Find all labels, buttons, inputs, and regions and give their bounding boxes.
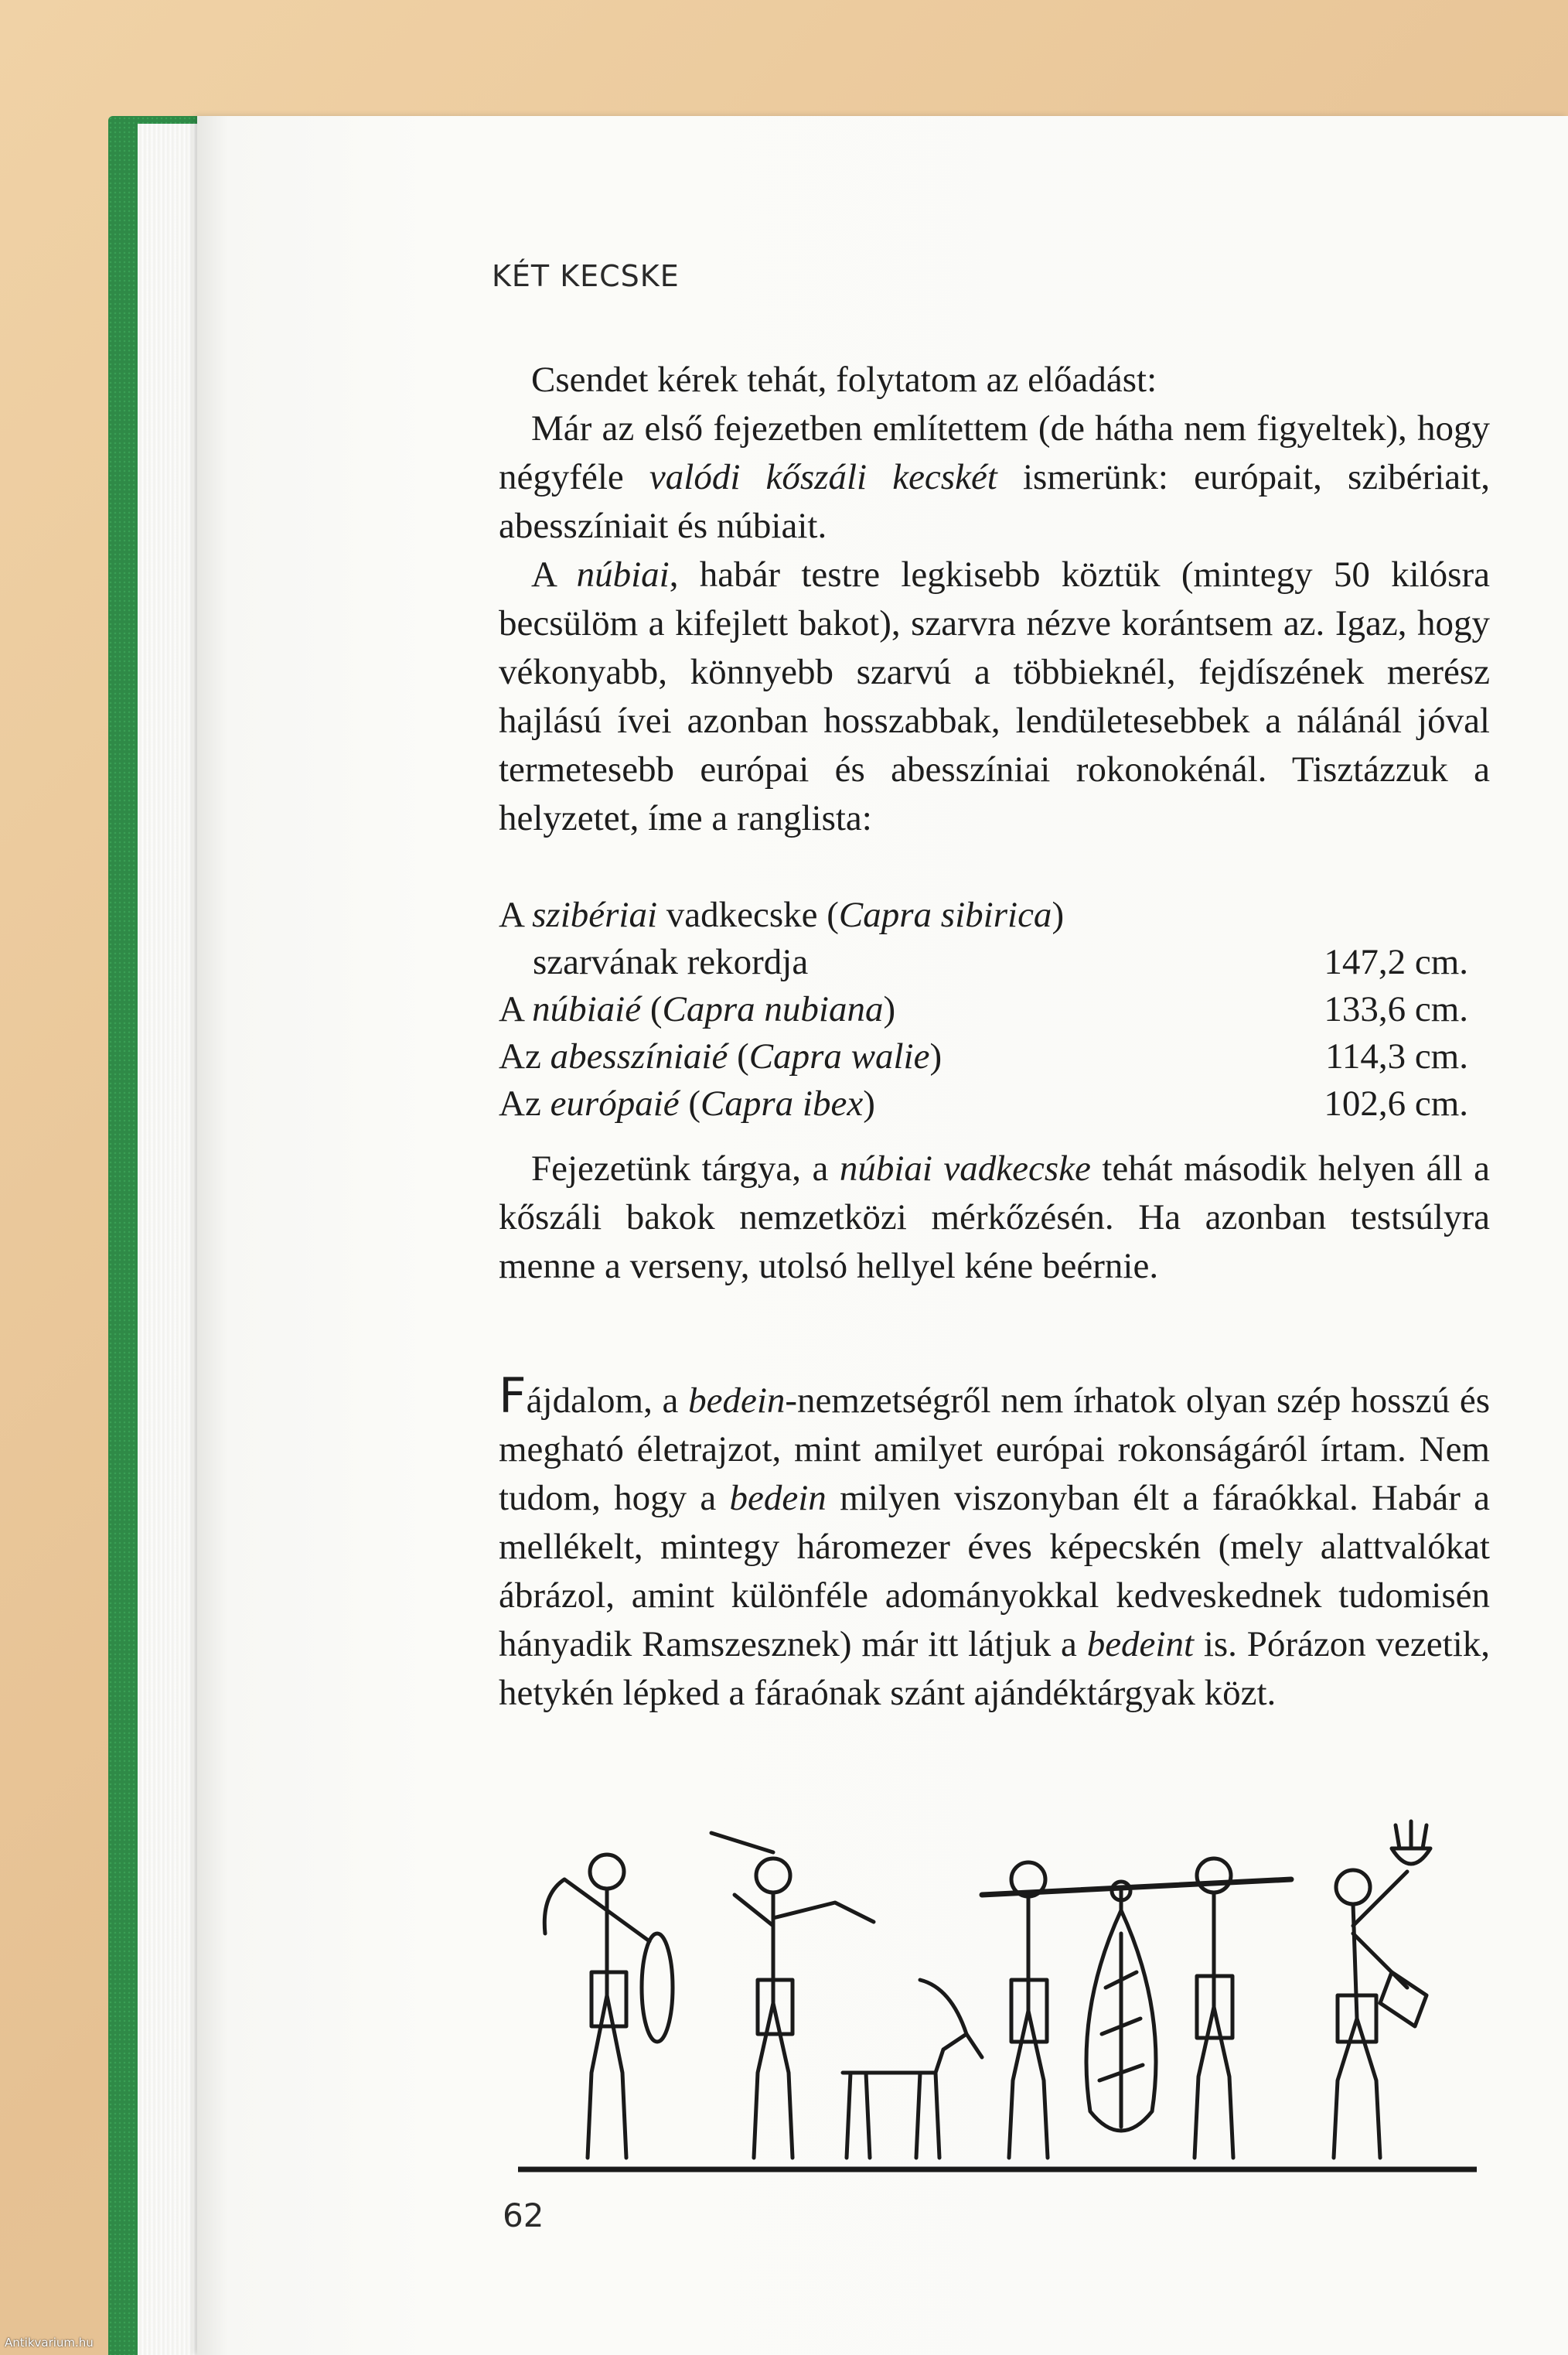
- ranking-row: Az abesszíniaié (Capra walie) 114,3 cm.: [499, 1036, 1468, 1077]
- drop-cap: F: [499, 1367, 527, 1424]
- intro-line: Csendet kérek tehát, folytatom az előadást:: [531, 360, 1157, 400]
- figure-offering-bearer: [544, 1855, 673, 2158]
- paragraph-bedein: Fájdalom, a bedein-nemzetségről nem írhatok olyan szép hosszú és megható életrajzot, mint amilyet európai rokonságáról írtam. Nem tudom, hogy a bedein milyen viszonyban élt a fáraókkal. Habár a mellékelt, mintegy háromezer éves képecskén (mely alattvalókat ábrázol, amint különféle adományokkal kedveskednek tudomisén hányadik Ramszesznek) már itt látjuk a bedeint is. Pórázon vezetik, hetykén lépked a fáraónak szánt ajándéktárgyak közt.: [499, 1367, 1490, 1713]
- ranking-list: [499, 892, 1490, 1128]
- paragraph-subject: Fejezetünk tárgya, a núbiai vadkecske tehát második helyen áll a kőszáli bakok nemzetközi mérkőzésén. Ha azonban testsúlyra menne a verseny, utolsó hellyel kéne beérnie.: [499, 1148, 1490, 1286]
- ranking-row: szarvának rekordja 147,2 cm.: [533, 942, 1468, 982]
- figure-woman-offering: [1334, 1821, 1430, 2158]
- ranking-row: A szibériai vadkecske (Capra sibirica): [499, 895, 1065, 935]
- page-number: 62: [503, 2196, 544, 2234]
- intro-paragraph-b: Már az első fejezetben említettem (de hátha nem figyeltek), hogy négyféle valódi kőszáli kecskét ismerünk: európait, szibériait, abesszíniait és núbiait.: [499, 408, 1490, 546]
- paragraph-intro: [499, 356, 1490, 843]
- figure-pole-bearer: [1195, 1858, 1233, 2158]
- watermark: Antikvarium.hu: [5, 2336, 94, 2350]
- vessel-icon: [1086, 1882, 1156, 2131]
- ranking-row: A núbiaié (Capra nubiana) 133,6 cm.: [499, 989, 1468, 1029]
- egyptian-procession-illustration: [518, 1817, 1477, 2173]
- goat-icon: [843, 1980, 982, 2158]
- ranking-row: Az európaié (Capra ibex) 102,6 cm.: [499, 1084, 1468, 1124]
- intro-paragraph-c: A núbiai, habár testre legkisebb köztük (mintegy 50 kilósra becsülöm a kifejlett bakot), szarvra nézve korántsem az. Igaz, hogy vékonyabb, könnyebb szarvú a többieknél, fejdíszének merész hajlású ívei azonban hosszabbak, lendületesebbek a nálánál jóval termetesebb európai és abesszíniai rokonokénál. Tisztázzuk a helyzetet, íme a ranglista:: [499, 555, 1490, 838]
- running-head: KÉT KECSKE: [492, 259, 680, 293]
- figure-pole-bearer: [982, 1862, 1291, 2158]
